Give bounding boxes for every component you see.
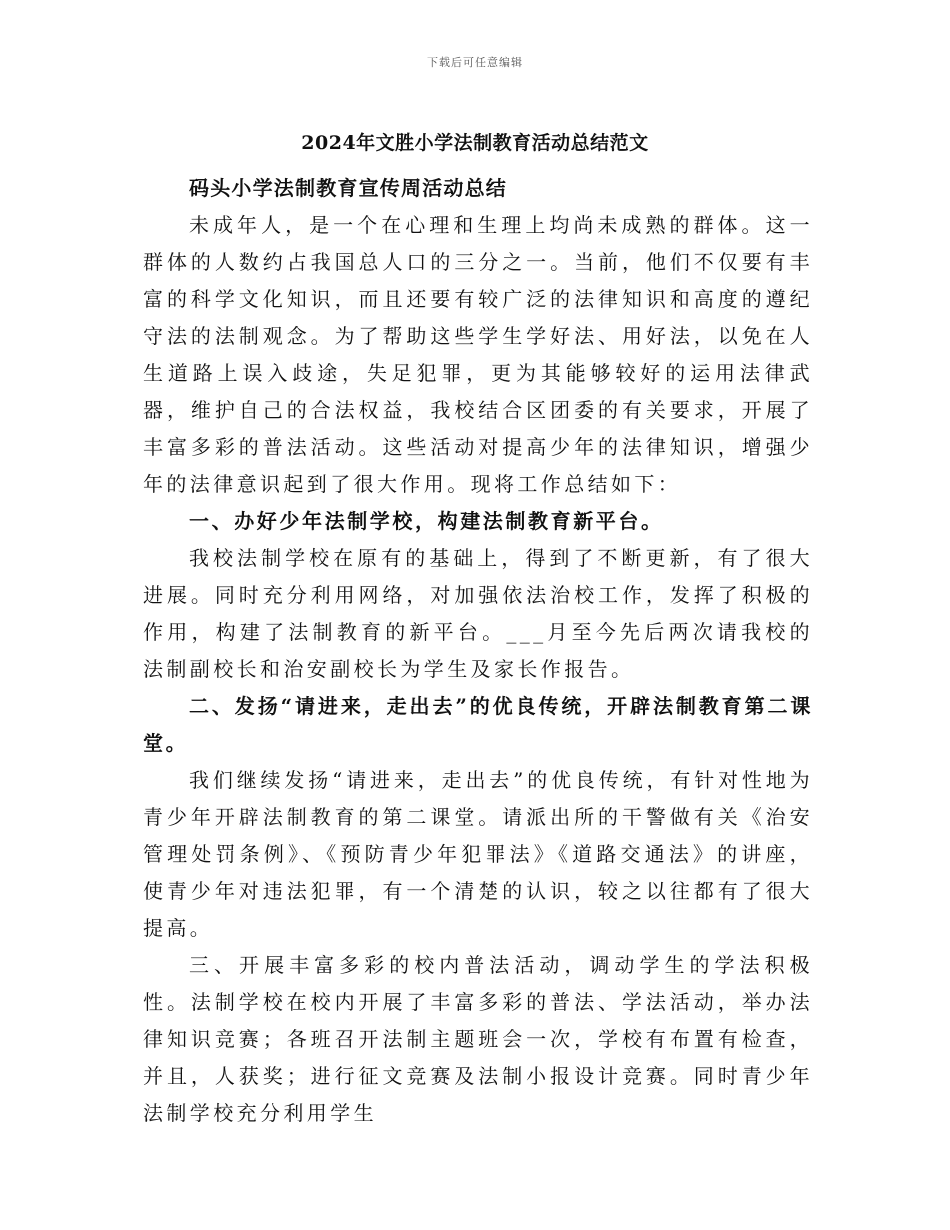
document-subtitle: 码头小学法制教育宣传周活动总结 xyxy=(189,176,507,200)
paragraph-section-3: 三、开展丰富多彩的校内普法活动，调动学生的学法积极性。法制学校在校内开展了丰富多彩的普法、学法活动，举办法律知识竞赛；各班召开法制主题班会一次，学校有布置有检查，并且，人获奖；进行征文竞赛及法制小报设计竞赛。同时青少年法制学校充分利用学生 xyxy=(143,953,813,1125)
section-heading-2: 二、发扬“请进来，走出去”的优良传统，开辟法制教育第二课堂。 xyxy=(143,694,813,755)
paragraph-intro: 未成年人，是一个在心理和生理上均尚未成熟的群体。这一群体的人数约占我国总人口的三分之一。当前，他们不仅要有丰富的科学文化知识，而且还要有较广泛的法律知识和高度的遵纪守法的法制观念。为了帮助这些学生学好法、用好法，以免在人生道路上误入歧途，失足犯罪，更为其能够较好的运用法律武器，维护自己的合法权益，我校结合区团委的有关要求，开展了丰富多彩的普法活动。这些活动对提高少年的法律知识，增强少年的法律意识起到了很大作用。现将工作总结如下： xyxy=(143,213,813,496)
document-title: 2024年文胜小学法制教育活动总结范文 xyxy=(301,132,649,154)
paragraph-section-1: 我校法制学校在原有的基础上，得到了不断更新，有了很大进展。同时充分利用网络，对加强依法治校工作，发挥了积极的作用，构建了法制教育的新平台。___月至今先后两次请我校的法制副校长和治安副校长为学生及家长作报告。 xyxy=(143,546,813,681)
section-heading-1: 一、办好少年法制学校，构建法制教育新平台。 xyxy=(189,509,664,533)
header-note: 下载后可任意编辑 xyxy=(427,56,523,69)
paragraph-section-2: 我们继续发扬“请进来，走出去”的优良传统，有针对性地为青少年开辟法制教育的第二课堂。请派出所的干警做有关《治安管理处罚条例》、《预防青少年犯罪法》《道路交通法》的讲座，使青少年对违法犯罪，有一个清楚的认识，较之以往都有了很大提高。 xyxy=(143,768,813,940)
document-body xyxy=(143,170,813,1132)
